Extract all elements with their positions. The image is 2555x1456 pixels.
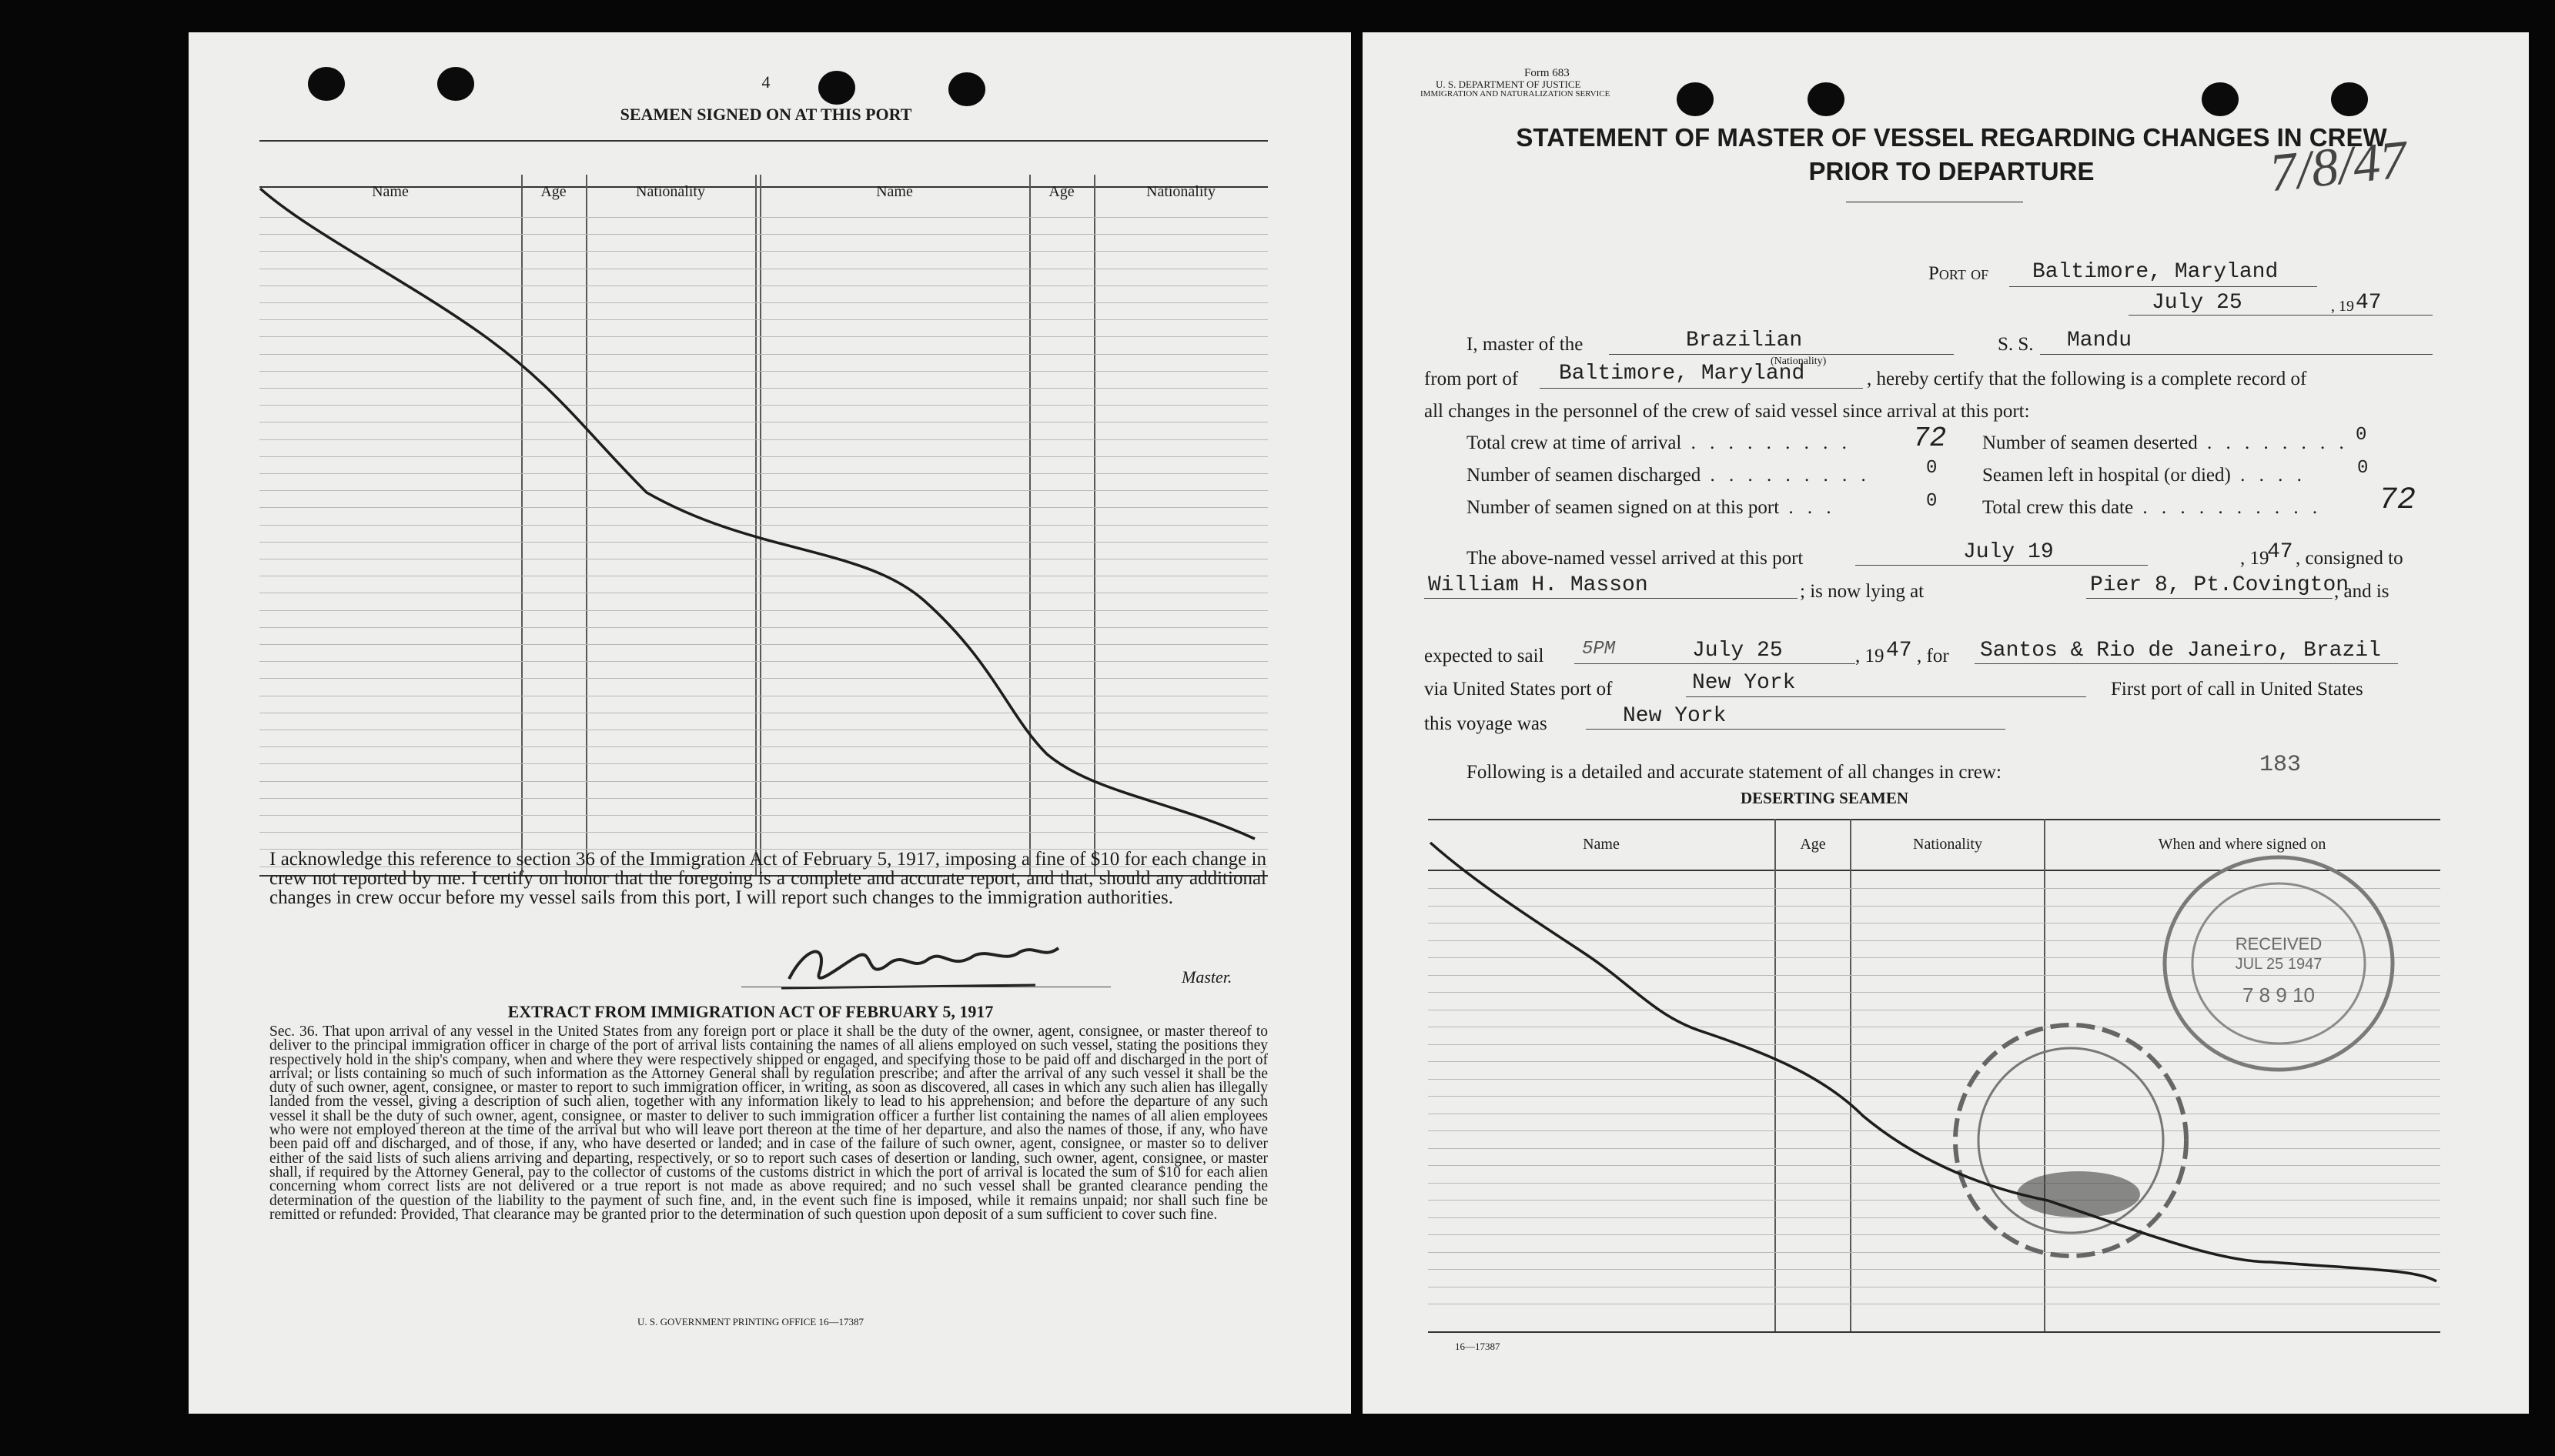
ruled-row-line (259, 388, 1268, 389)
master-label: Master. (1182, 967, 1232, 987)
ruled-row-line (259, 610, 1268, 611)
ruled-row-line (259, 627, 1268, 628)
section-title: SEAMEN SIGNED ON AT THIS PORT (620, 105, 912, 124)
consignee-value: William H. Masson (1428, 573, 1648, 597)
arrived-year-prefix: , 19 (2240, 548, 2269, 569)
voyage-value: New York (1623, 704, 1727, 728)
year-prefix: , 19 (2331, 298, 2354, 315)
port-label: Port of (1928, 263, 1989, 284)
department-name: U. S. DEPARTMENT OF JUSTICE (1436, 78, 1581, 90)
ruled-row-line (1428, 1269, 2440, 1270)
handwritten-date: 7/8/47 (2266, 129, 2410, 204)
stat-label: Number of seamen deserted (1982, 432, 2198, 453)
arrived-value: July 19 (1963, 540, 2054, 564)
ruled-row-line (259, 319, 1268, 320)
col-header-name: Name (876, 183, 913, 200)
punch-hole (2331, 82, 2368, 116)
page-number: 4 (761, 72, 771, 92)
stat-signed-on-label: Number of seamen signed on at this port . . . (1466, 497, 1836, 518)
stat-label: Total crew this date (1982, 497, 2134, 518)
ruled-row-line (259, 336, 1268, 337)
from-port-value: Baltimore, Maryland (1559, 362, 1805, 386)
master-of-label: I, master of the (1466, 334, 1583, 355)
ruled-row-line (259, 781, 1268, 782)
col-header-signed-on: When and where signed on (2158, 836, 2326, 853)
ruled-row-line (1428, 1200, 2440, 1201)
service-name: IMMIGRATION AND NATURALIZATION SERVICE (1420, 89, 1610, 99)
via-label: via United States port of (1424, 679, 1613, 700)
col-header-nationality: Nationality (1913, 836, 1982, 853)
col-header-age: Age (1800, 836, 1826, 853)
lying-label: ; is now lying at (1800, 581, 1925, 602)
arrived-year: 47 (2267, 540, 2293, 564)
nationality-caption: (Nationality) (1771, 356, 1827, 367)
punch-hole (1808, 82, 1844, 116)
ruled-row-line (259, 302, 1268, 303)
punch-hole (948, 72, 985, 106)
first-port-label: First port of call in United States (2111, 679, 2363, 700)
stat-discharged-label: Number of seamen discharged . . . . . . . . . (1466, 465, 1871, 486)
ruled-row-line (1428, 1234, 2440, 1235)
expected-year: 47 (1886, 639, 1912, 663)
from-port-label: from port of (1424, 369, 1519, 389)
form-footer: 16—17387 (1455, 1341, 1500, 1352)
ruled-row-line (1428, 1096, 2440, 1097)
form-title-line1: STATEMENT OF MASTER OF VESSEL REGARDING CHANGES IN CREW (1516, 123, 2387, 152)
for-value: Santos & Rio de Janeiro, Brazil (1980, 639, 2381, 663)
punch-hole (308, 67, 345, 101)
ruled-row-line (259, 234, 1268, 235)
col-header-name: Name (372, 183, 409, 200)
following-label: Following is a detailed and accurate statement of all changes in crew: (1466, 762, 2002, 783)
col-header-nationality: Nationality (1146, 183, 1216, 200)
date-value: July 25 (2152, 291, 2242, 315)
ruled-row-line (1428, 1217, 2440, 1218)
ruled-row-line (1428, 1130, 2440, 1131)
stamp-date: JUL 25 1947 (2235, 956, 2323, 973)
stat-total-arrival-label: Total crew at time of arrival . . . . . . . . . (1466, 432, 1851, 453)
ruled-row-line (259, 405, 1268, 406)
stamp-received: RECEIVED (2235, 934, 2323, 953)
stat-total-date-label: Total crew this date . . . . . . . . . . (1982, 497, 2323, 518)
stat-total-arrival-value: 72 (1913, 422, 1947, 454)
ruled-row-line (259, 798, 1268, 799)
ruled-row-line (259, 746, 1268, 747)
stat-label: Number of seamen discharged (1466, 465, 1701, 486)
and-is-label: , and is (2334, 581, 2389, 602)
seamen-signed-on-table (259, 140, 1268, 875)
ruled-row-line (259, 456, 1268, 457)
col-header-name: Name (1583, 836, 1620, 853)
punch-hole (2202, 82, 2239, 116)
expected-value: July 25 (1692, 639, 1783, 663)
extract-title: EXTRACT FROM IMMIGRATION ACT OF FEBRUARY 5, 1917 (507, 1002, 994, 1021)
ruled-row-line (259, 815, 1268, 816)
circular-postmark (1948, 1017, 2194, 1264)
ruled-row-line (1428, 1148, 2440, 1149)
stat-label: Number of seamen signed on at this port (1466, 497, 1780, 518)
stat-hospital-value: 0 (2357, 458, 2369, 479)
svg-text:7 8 9 10: 7 8 9 10 (2242, 983, 2315, 1007)
ruled-row-line (1428, 1252, 2440, 1253)
for-label: , for (1917, 646, 1949, 666)
voyage-label: this voyage was (1424, 713, 1547, 734)
ruled-row-line (259, 661, 1268, 662)
ruled-row-line (259, 371, 1268, 372)
stat-label: Total crew at time of arrival (1466, 432, 1682, 453)
port-value: Baltimore, Maryland (2032, 260, 2279, 284)
deserting-title: DESERTING SEAMEN (1740, 789, 1909, 807)
left-page (189, 32, 1351, 1414)
stat-signed-on-value: 0 (1926, 491, 1938, 512)
ruled-row-line (259, 439, 1268, 440)
stat-hospital-label: Seamen left in hospital (or died) . . . . (1982, 465, 2306, 486)
punch-hole (437, 67, 474, 101)
certify-text: , hereby certify that the following is a complete record of (1867, 369, 2307, 389)
punch-hole (818, 71, 855, 105)
expected-label: expected to sail (1424, 646, 1544, 666)
right-page (1363, 32, 2529, 1414)
stat-label: Seamen left in hospital (or died) (1982, 465, 2231, 486)
expected-year-prefix: , 19 (1855, 646, 1884, 666)
lying-value: Pier 8, Pt.Covington (2090, 573, 2349, 597)
ruled-row-line (259, 473, 1268, 474)
ss-label: S. S. (1998, 334, 2034, 355)
stat-total-date-value: 72 (2379, 483, 2416, 518)
ruled-row-line (259, 490, 1268, 491)
year-value: 47 (2356, 291, 2382, 315)
nationality-value: Brazilian (1686, 329, 1803, 352)
ruled-row-line (259, 354, 1268, 355)
via-value: New York (1692, 671, 1796, 695)
form-title-line2: PRIOR TO DEPARTURE (1808, 157, 2095, 185)
printing-office-footer: U. S. GOVERNMENT PRINTING OFFICE 16—17387 (637, 1316, 864, 1327)
ruled-row-line (259, 832, 1268, 833)
master-signature (774, 917, 1066, 1002)
ship-value: Mandu (2067, 329, 2132, 352)
stat-deserted-value: 0 (2356, 425, 2367, 446)
ruled-row-line (1428, 1183, 2440, 1184)
stat-deserted-label: Number of seamen deserted . . . . . . . . (1982, 432, 2349, 453)
extract-text: Sec. 36. That upon arrival of any vessel in the United States from any foreign port or place it shall be the duty of the owner, agent, consignee, or master thereof to deliver to the principal immigration officer in charge of the port of arrival lists containing the names of all aliens employed on such vessel, stating the positions they respectively hold in the ship's company, when and where they were respectively shipped or engaged, and specifying those to be paid off and discharged in the port of arrival; or lists containing so much of such information as the Attorney General shall by regulation prescribe; and after the arrival of any such vessel it shall be the duty of such owner, agent, consignee, or master to report to such immigration officer, in writing, as soon as discovered, all cases in which any such alien has illegally landed from the vessel, giving a description of such alien, together with any information likely to lead to his apprehension; and before the departure of any such vessel it shall be the duty of such owner, agent, consignee, or master to deliver to such immigration officer a further list containing the names of all alien employees who were not employed thereon at the time of the arrival but who will leave port thereon at the time of her departure, and also the names of those, if any, who have been paid off and discharged, and of those, if any, who have deserted or landed; and in case of the failure of such owner, agent, consignee, or master so to deliver either of the said lists of such aliens arriving and departing, respectively, or so to report such cases of desertion or landing, such owner, agent, consignee, or master shall, if required by the Attorney General, pay to the collector of customs of the customs district in which the port of arrival is located the sum of $10 for each alien concerning whom correct lists are not delivered or a true report is not made as above required; and no such vessel shall be granted clearance pending the determination of the question of the liability to the payment of such fine, and, in the event such fine is imposed, while it remains unpaid; nor shall such fine be remitted or refunded: Provided, That clearance may be granted prior to the determination of such question upon deposit of a sum sufficient to cover such fine. (269, 1024, 1268, 1223)
col-header-age: Age (1048, 183, 1075, 200)
col-header-nationality: Nationality (636, 183, 705, 200)
expected-time: 5PM (1582, 639, 1616, 660)
certify-text-line2: all changes in the personnel of the crew of said vessel since arrival at this port: (1424, 401, 2030, 422)
ruled-row-line (1428, 1165, 2440, 1166)
ruled-row-line (259, 763, 1268, 764)
following-number: 183 (2259, 752, 2302, 778)
punch-hole (1677, 82, 1714, 116)
acknowledgment-text: I acknowledge this reference to section 36 of the Immigration Act of February 5, 1917, imposing a fine of $10 for each change in crew not reported by me. I certify on honor that the foregoing is a complete and accurate report, and that, should any additional changes in crew occur before my vessel sails from this port, I will report such changes to the immigration authorities. (269, 849, 1266, 908)
ruled-row-line (259, 542, 1268, 543)
consigned-label: , consigned to (2296, 548, 2403, 569)
ruled-row-line (259, 525, 1268, 526)
arrived-label: The above-named vessel arrived at this port (1466, 548, 1804, 569)
form-number: Form 683 (1524, 67, 1570, 79)
ruled-row-line (259, 507, 1268, 508)
ruled-row-line (259, 217, 1268, 218)
col-header-age: Age (540, 183, 567, 200)
stat-discharged-value: 0 (1926, 458, 1938, 479)
ruled-row-line (259, 678, 1268, 679)
ruled-row-line (259, 644, 1268, 645)
ruled-row-line (259, 251, 1268, 252)
